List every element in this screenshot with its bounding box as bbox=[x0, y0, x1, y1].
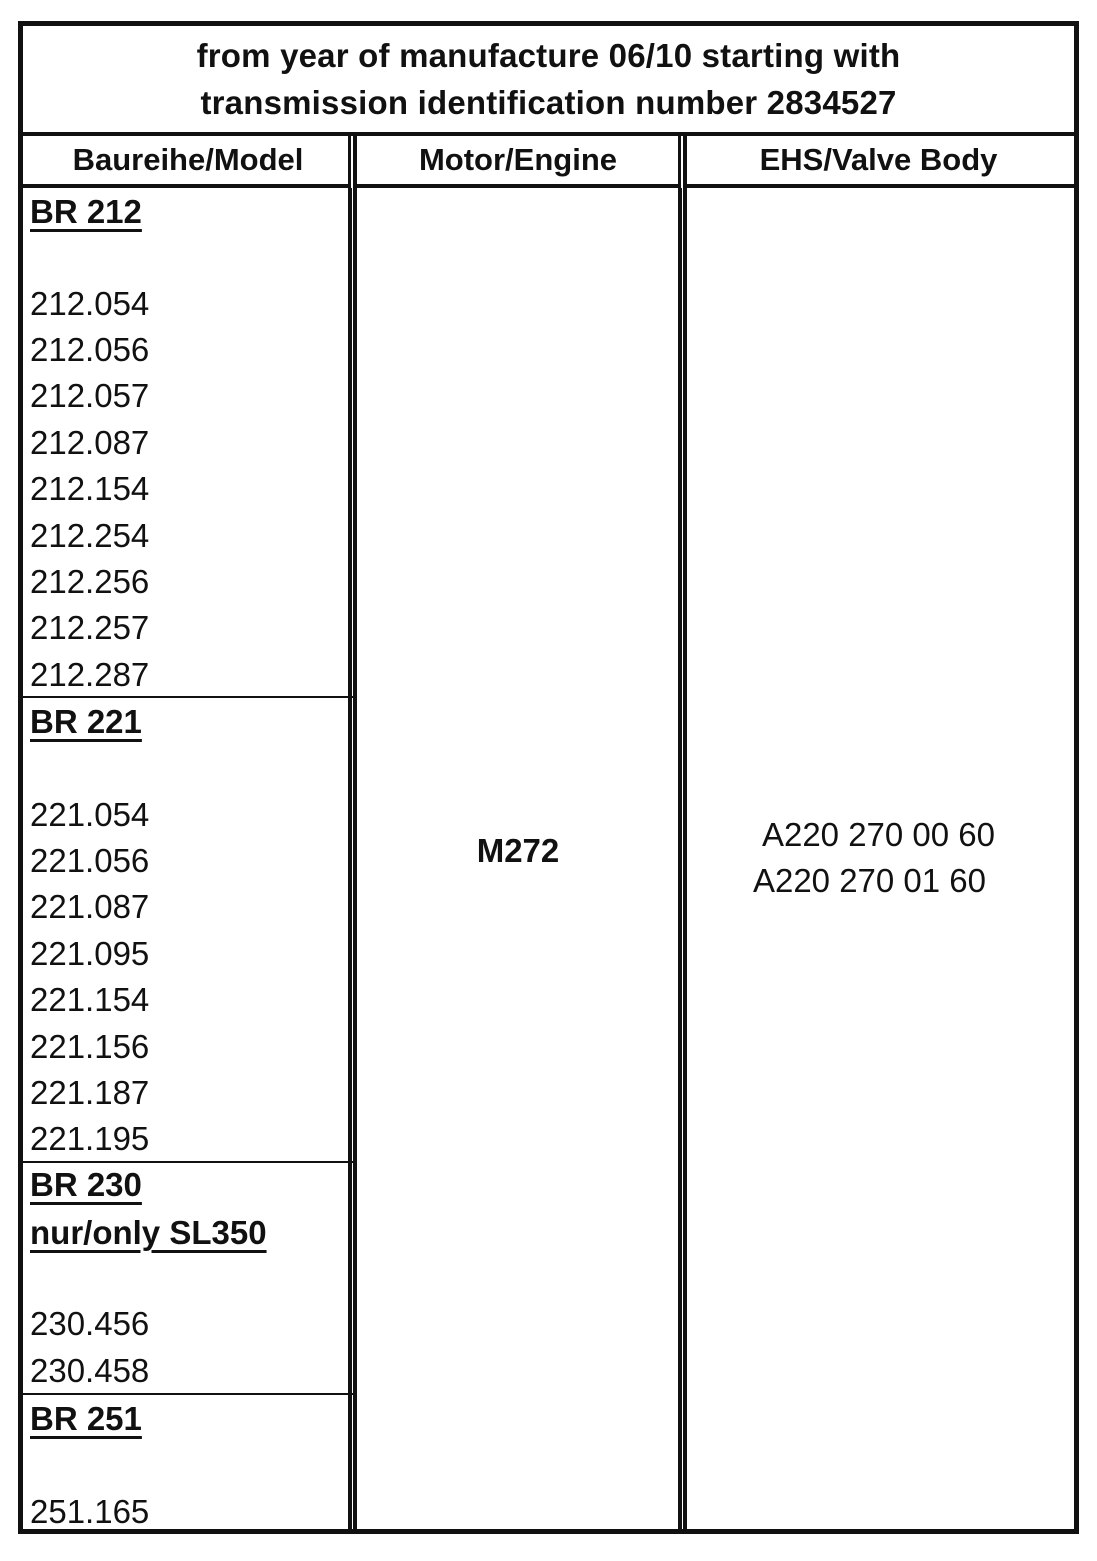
series-note: nur/only SL350 bbox=[30, 1214, 267, 1251]
model-number: 212.056 bbox=[30, 331, 150, 368]
model-group-br221 bbox=[23, 698, 353, 1163]
column-divider bbox=[353, 136, 357, 1529]
model-number: 221.154 bbox=[30, 981, 150, 1018]
model-number: 212.254 bbox=[30, 517, 150, 554]
valve-body-part-number: A220 270 01 60 bbox=[752, 862, 987, 899]
model-number: 212.057 bbox=[30, 377, 150, 414]
model-group-br212 bbox=[23, 188, 353, 698]
column-divider bbox=[683, 136, 687, 1529]
model-number: 212.257 bbox=[30, 609, 150, 646]
title-line-1: from year of manufacture 06/10 starting with bbox=[196, 37, 901, 74]
valve-body-cell bbox=[683, 812, 1074, 904]
title-line-2: transmission identification number 2834527 bbox=[200, 84, 897, 121]
model-number: 251.165 bbox=[30, 1493, 150, 1530]
series-heading: BR 221 bbox=[30, 703, 142, 740]
model-number: 212.287 bbox=[30, 656, 150, 693]
engine-cell: M272 bbox=[476, 831, 560, 869]
model-number: 212.087 bbox=[30, 424, 150, 461]
series-heading: BR 212 bbox=[30, 193, 142, 230]
table-header-row bbox=[23, 136, 1074, 188]
model-number: 212.256 bbox=[30, 563, 150, 600]
model-number: 230.458 bbox=[30, 1352, 150, 1389]
model-number: 230.456 bbox=[30, 1305, 150, 1342]
model-number: 221.087 bbox=[30, 888, 150, 925]
header-valve-body: EHS/Valve Body bbox=[683, 136, 1074, 188]
table-body bbox=[23, 188, 1074, 1529]
model-number: 212.054 bbox=[30, 285, 150, 322]
model-group-br230 bbox=[23, 1163, 353, 1395]
column-divider bbox=[678, 136, 682, 1529]
model-number: 221.195 bbox=[30, 1120, 150, 1157]
model-number: 221.187 bbox=[30, 1074, 150, 1111]
model-number: 221.156 bbox=[30, 1028, 150, 1065]
series-heading: BR 230 bbox=[30, 1166, 142, 1203]
table-title bbox=[23, 26, 1074, 136]
compatibility-table bbox=[18, 21, 1079, 1534]
model-column bbox=[23, 188, 353, 1529]
model-group-br251 bbox=[23, 1395, 353, 1535]
model-number: 221.054 bbox=[30, 796, 150, 833]
valve-body-part-number: A220 270 00 60 bbox=[761, 816, 996, 853]
header-engine: Motor/Engine bbox=[353, 136, 683, 188]
series-heading: BR 251 bbox=[30, 1400, 142, 1437]
model-number: 221.056 bbox=[30, 842, 150, 879]
header-model: Baureihe/Model bbox=[23, 136, 353, 188]
column-divider bbox=[348, 136, 352, 1529]
model-number: 212.154 bbox=[30, 470, 150, 507]
model-number: 221.095 bbox=[30, 935, 150, 972]
